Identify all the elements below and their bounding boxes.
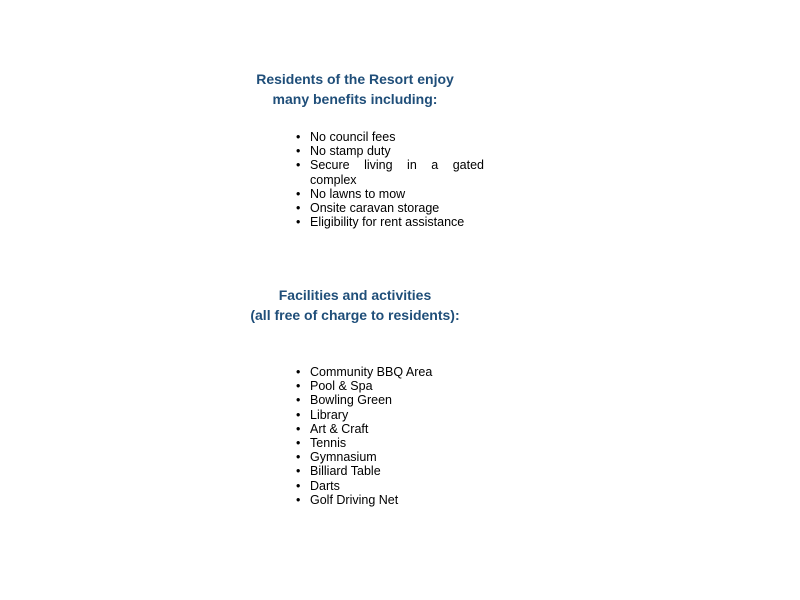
list-item-text: Community BBQ Area	[310, 365, 433, 379]
list-item	[296, 393, 484, 407]
list-item-text: No stamp duty	[310, 144, 391, 159]
benefits-list	[296, 130, 484, 229]
facilities-heading-line-1: Facilities and activities	[278, 287, 432, 303]
list-item	[296, 493, 484, 507]
list-item	[296, 144, 484, 158]
list-item-text: Secure living in a gated complex	[310, 158, 484, 187]
bullet-icon: •	[296, 365, 301, 379]
bullet-icon: •	[296, 144, 301, 159]
list-item-text: Bowling Green	[310, 393, 392, 408]
list-item	[296, 201, 484, 215]
list-item	[296, 479, 484, 493]
bullet-icon: •	[296, 379, 301, 394]
bullet-icon: •	[296, 393, 301, 408]
bullet-icon: •	[296, 464, 301, 479]
list-item	[296, 365, 484, 379]
list-item	[296, 130, 484, 144]
list-item-text: Art & Craft	[310, 421, 369, 436]
facilities-heading-line-2: (all free of charge to residents):	[250, 307, 460, 323]
list-item-text: Gymnasium	[310, 450, 377, 465]
list-item	[296, 464, 484, 478]
bullet-icon: •	[296, 421, 301, 436]
facilities-heading	[205, 285, 505, 325]
list-item	[296, 450, 484, 464]
benefits-heading-line-2: many benefits including:	[272, 91, 438, 107]
list-item-text: Golf Driving Net	[310, 492, 399, 507]
list-item-text: Onsite caravan storage	[310, 201, 440, 216]
bullet-icon: •	[296, 492, 301, 507]
facilities-list	[296, 365, 484, 507]
bullet-icon: •	[296, 407, 301, 422]
list-item-text: Pool & Spa	[310, 379, 373, 394]
benefits-heading-line-1: Residents of the Resort enjoy	[256, 71, 454, 87]
list-item-text: Billiard Table	[310, 464, 381, 479]
list-item	[296, 158, 484, 186]
list-item-text: No lawns to mow	[310, 186, 406, 201]
bullet-icon: •	[296, 158, 301, 173]
bullet-icon: •	[296, 478, 301, 493]
list-item-text: Tennis	[310, 436, 347, 451]
bullet-icon: •	[296, 436, 301, 451]
bullet-icon: •	[296, 201, 301, 216]
list-item-text: Library	[310, 407, 349, 422]
list-item	[296, 436, 484, 450]
bullet-icon: •	[296, 450, 301, 465]
bullet-icon: •	[296, 130, 301, 144]
bullet-icon: •	[296, 215, 301, 230]
list-item-text: No council fees	[310, 130, 396, 144]
bullet-icon: •	[296, 186, 301, 201]
list-item-text: Eligibility for rent assistance	[310, 215, 465, 230]
list-item	[296, 215, 484, 229]
benefits-heading	[205, 69, 505, 109]
list-item	[296, 422, 484, 436]
list-item	[296, 187, 484, 201]
list-item-text: Darts	[310, 478, 340, 493]
list-item	[296, 408, 484, 422]
list-item	[296, 379, 484, 393]
